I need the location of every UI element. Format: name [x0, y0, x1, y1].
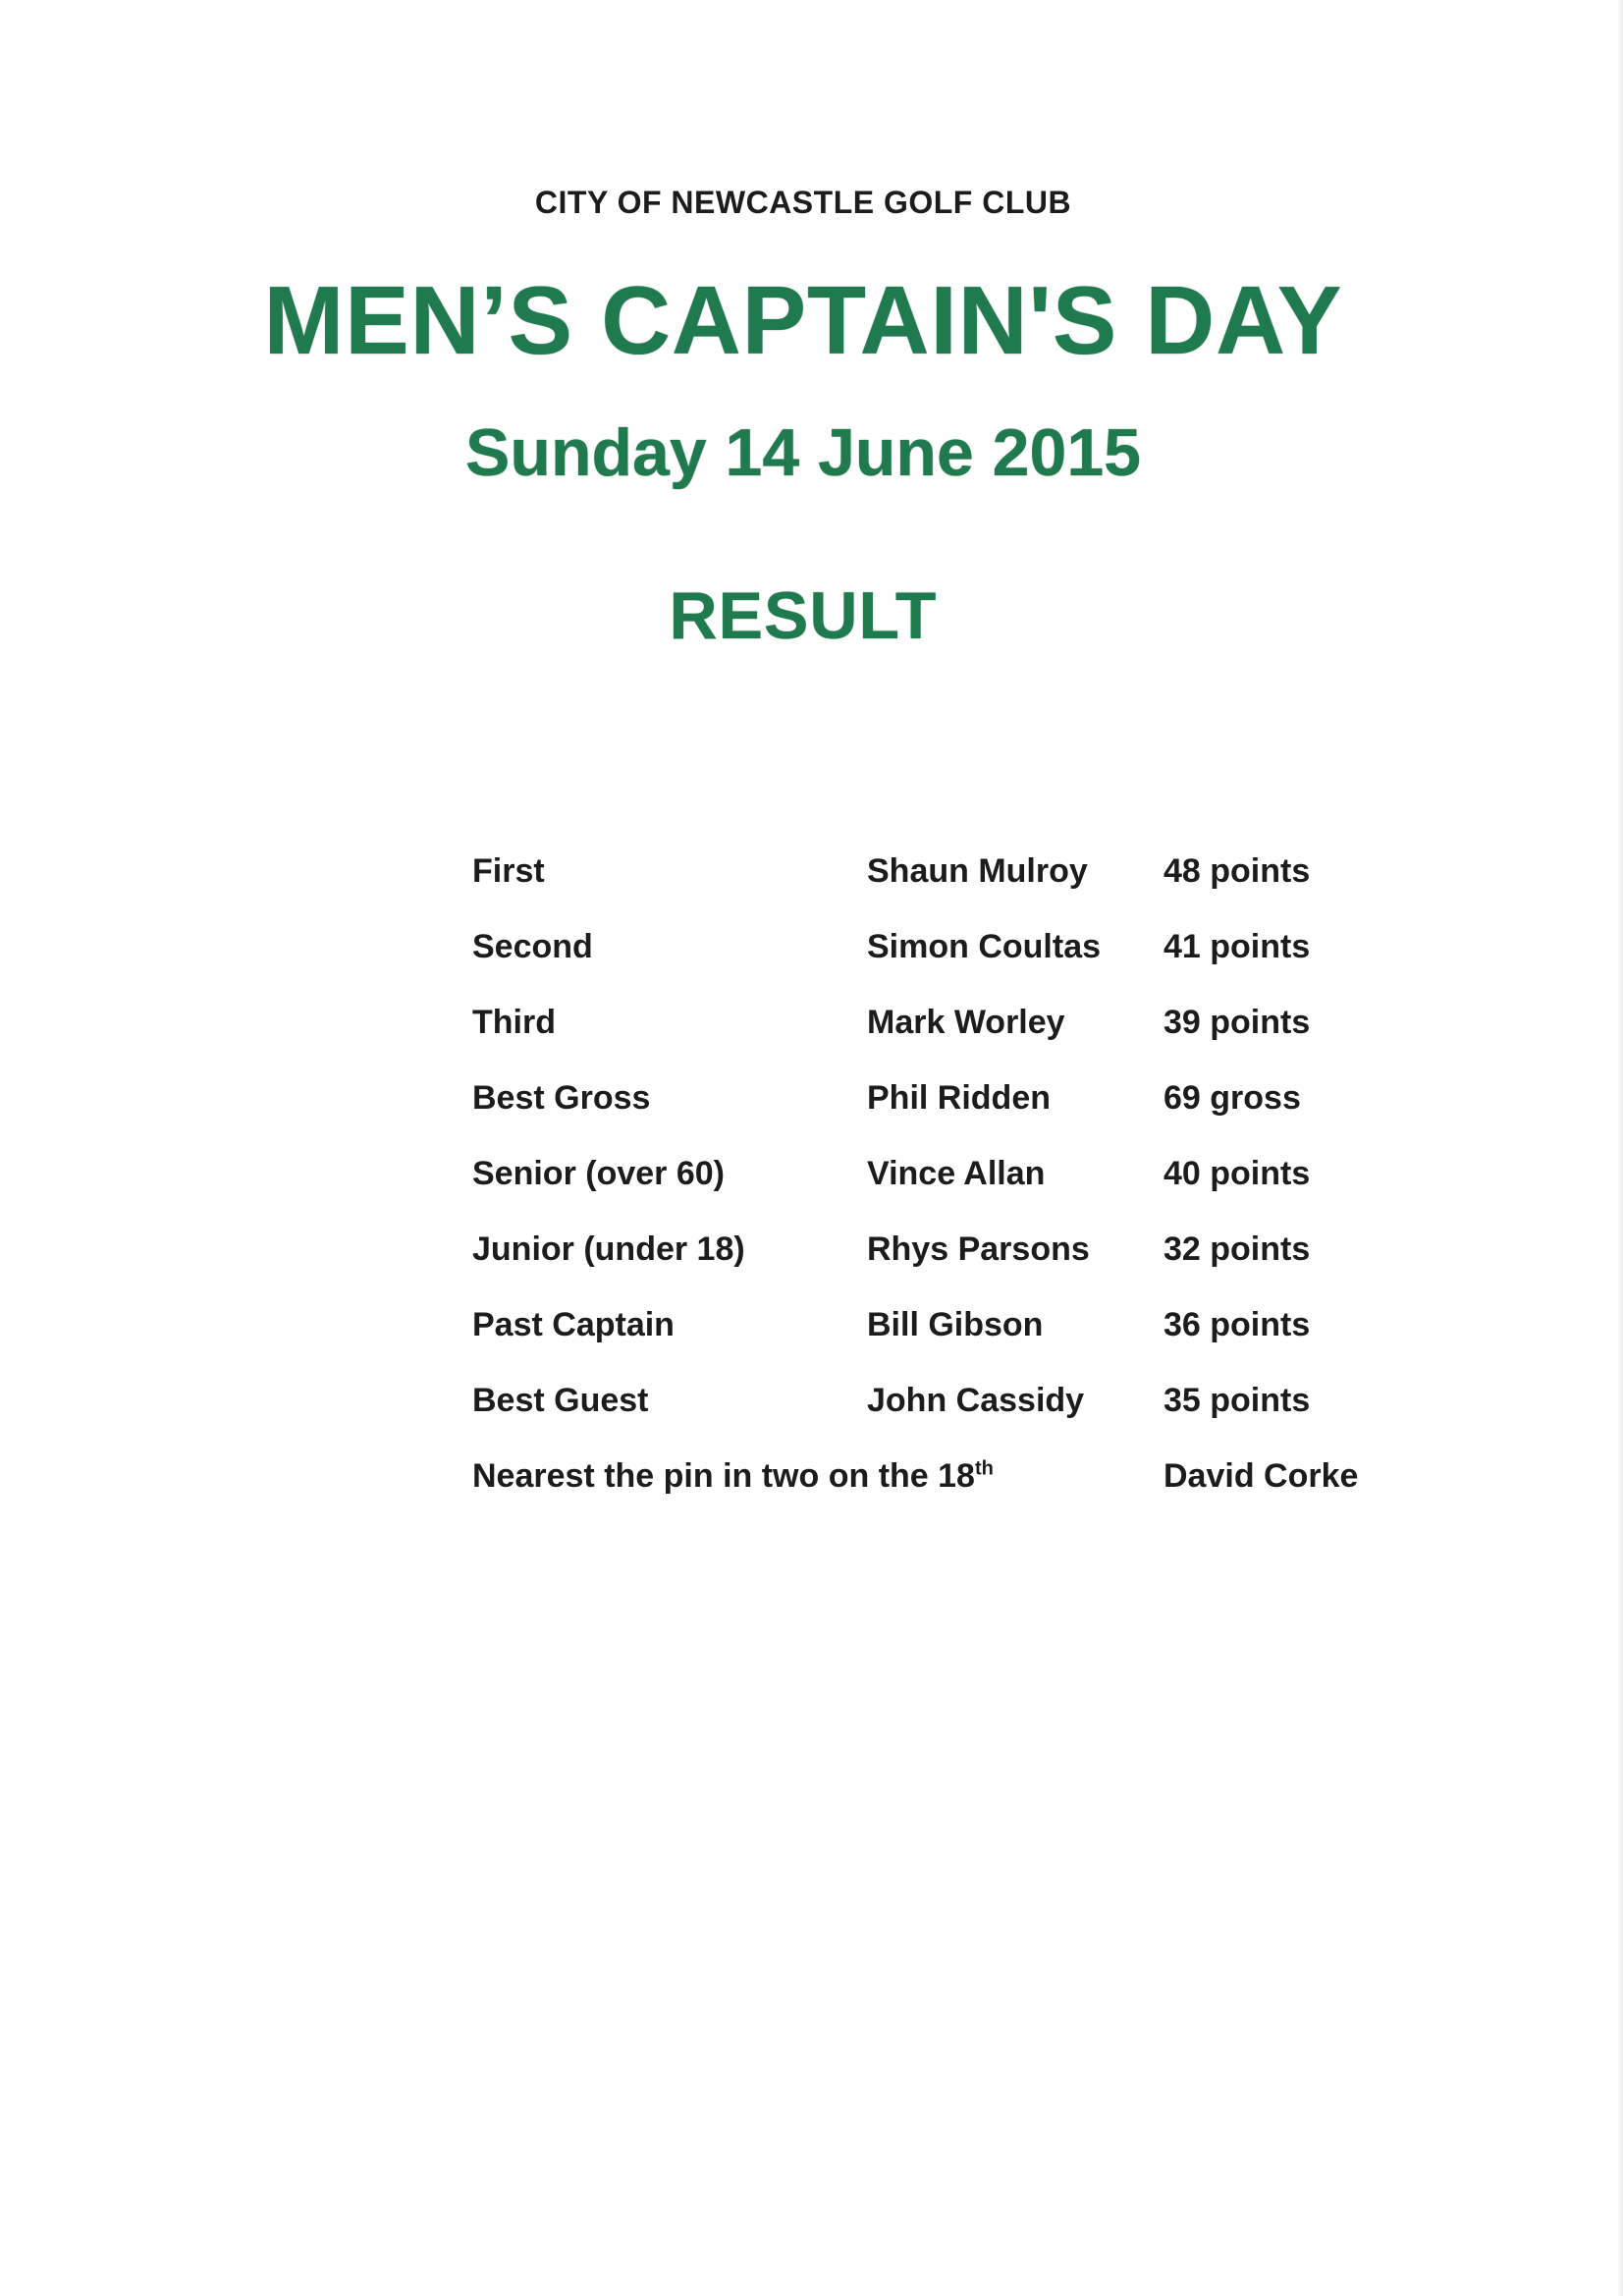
nearest-pin-category-text: Nearest the pin in two on the 18 — [472, 1457, 975, 1495]
result-category: Senior (over 60) — [472, 1155, 725, 1192]
event-date: Sunday 14 June 2015 — [465, 415, 1141, 490]
result-category: Best Gross — [472, 1079, 651, 1117]
result-score: 40 points — [1163, 1155, 1311, 1192]
result-score: 41 points — [1163, 928, 1311, 965]
result-winner: Shaun Mulroy — [867, 852, 1088, 890]
result-score: 48 points — [1163, 852, 1311, 890]
result-category: Past Captain — [472, 1306, 675, 1343]
result-row-nearest-pin — [472, 1457, 1454, 1533]
result-winner: John Cassidy — [867, 1382, 1085, 1419]
results-table — [472, 852, 1454, 1533]
result-row-best-gross — [472, 1079, 1454, 1155]
result-row-second — [472, 928, 1454, 1004]
page-edge — [1617, 0, 1623, 2296]
ordinal-suffix: th — [974, 1457, 994, 1480]
result-heading: RESULT — [669, 578, 938, 653]
club-name: CITY OF NEWCASTLE GOLF CLUB — [534, 185, 1072, 220]
result-row-past-captain — [472, 1306, 1454, 1382]
result-row-third — [472, 1004, 1454, 1079]
result-category: Best Guest — [472, 1382, 649, 1419]
result-score: 35 points — [1163, 1382, 1311, 1419]
result-winner: Mark Worley — [867, 1004, 1065, 1041]
nearest-pin-winner: David Corke — [1163, 1457, 1359, 1495]
result-score: 32 points — [1163, 1230, 1311, 1268]
result-winner: Vince Allan — [867, 1155, 1046, 1192]
result-category: Junior (under 18) — [472, 1230, 745, 1268]
result-winner: Bill Gibson — [867, 1306, 1044, 1343]
result-winner: Phil Ridden — [867, 1079, 1051, 1117]
result-score: 69 gross — [1163, 1079, 1301, 1117]
result-score: 39 points — [1163, 1004, 1311, 1041]
result-category: First — [472, 852, 545, 890]
result-category: Third — [472, 1004, 556, 1041]
result-row-senior — [472, 1155, 1454, 1230]
result-row-first — [472, 852, 1454, 928]
result-score: 36 points — [1163, 1306, 1311, 1343]
result-row-best-guest — [472, 1382, 1454, 1457]
event-title: MEN’S CAPTAIN'S DAY — [263, 266, 1343, 374]
result-winner: Simon Coultas — [867, 928, 1102, 965]
result-row-junior — [472, 1230, 1454, 1306]
result-winner: Rhys Parsons — [867, 1230, 1090, 1268]
nearest-pin-category — [472, 1457, 994, 1496]
result-category: Second — [472, 928, 593, 965]
